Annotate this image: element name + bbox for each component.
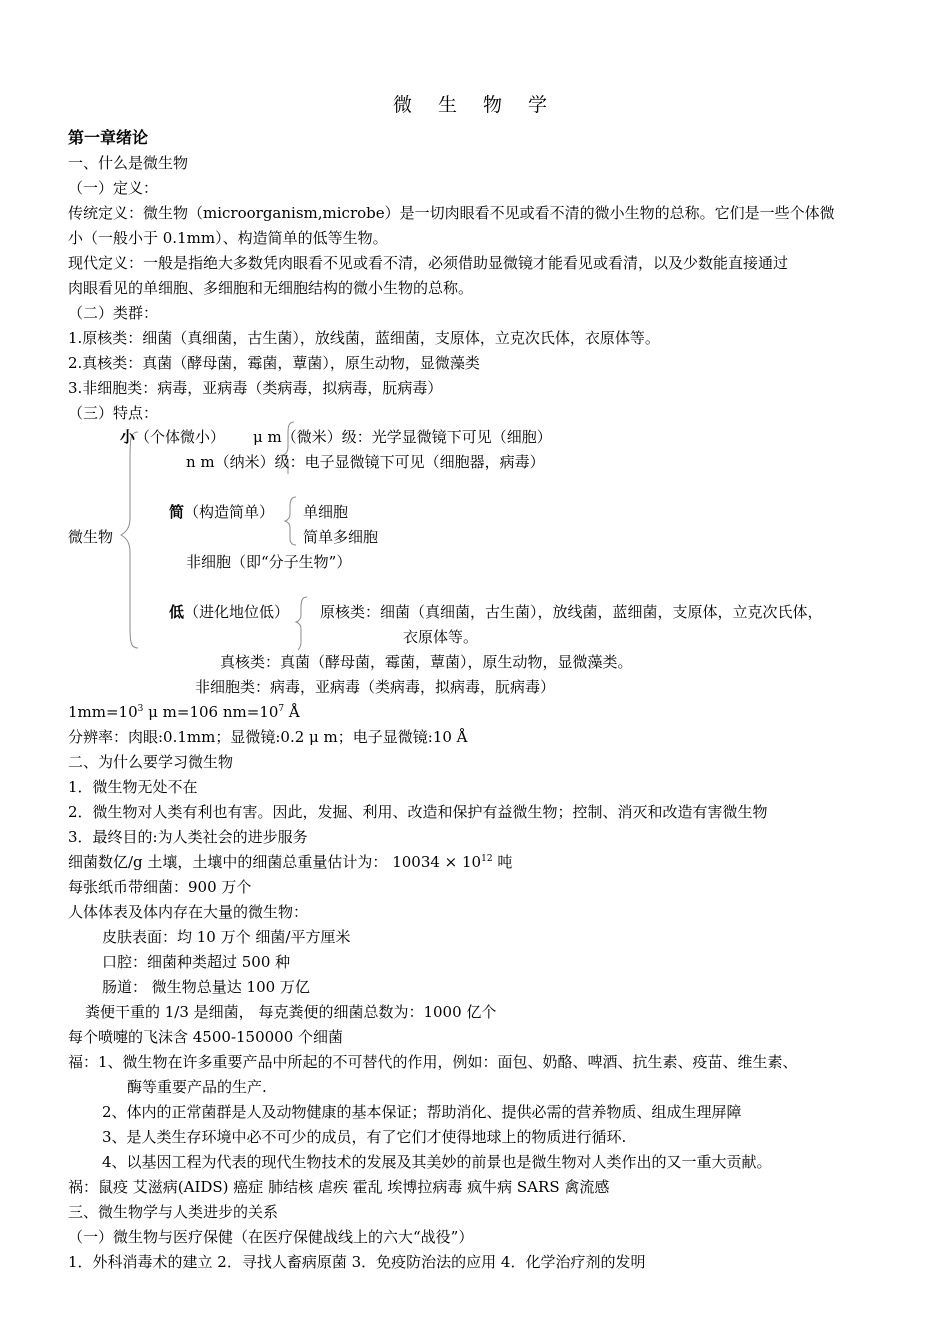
- resolution-line: 分辨率：肉眼:0.1mm；显微镜:0.2 μ m；电子显微镜:10 Å: [68, 728, 468, 746]
- list-item: 3.非细胞类：病毒，亚病毒（类病毒，拟病毒，朊病毒）: [68, 379, 443, 397]
- soil-unit: 吨: [492, 853, 513, 871]
- feature-simple: [169, 502, 274, 522]
- section-heading: 三、微生物学与人类进步的关系: [68, 1203, 279, 1221]
- feature-simple-item: 简单多细胞: [303, 528, 379, 546]
- benefit-item: 2、体内的正常菌群是人及动物健康的基本保证；帮助消化、提供必需的营养物质、组成生理屏障: [102, 1103, 742, 1121]
- feature-simple-item: 非细胞（即“分子生物”）: [186, 553, 352, 571]
- feature-low-item: 真核类：真菌（酵母菌，霉菌，蕈菌），原生动物，显微藻类。: [220, 653, 633, 671]
- soil-exponent: 12: [481, 854, 493, 864]
- list-item: 1．外科消毒术的建立 2．寻找人畜病原菌 3．免疫防治法的应用 4．化学治疗剂的发明: [68, 1253, 646, 1271]
- benefit-item: 酶等重要产品的生产.: [127, 1078, 267, 1096]
- feature-low-desc: （进化地位低）: [184, 603, 290, 621]
- list-item: 1．微生物无处不在: [68, 778, 198, 796]
- paragraph-line: 粪便干重的 1/3 是细菌， 每克粪便的细菌总数为：1000 亿个: [85, 1003, 497, 1021]
- benefit-item: 3、是人类生存环境中必不可少的成员，有了它们才使得地球上的物质进行循环.: [102, 1128, 627, 1146]
- feature-small-um: μ m（微米）级：光学显微镜下可见（细胞）: [253, 428, 552, 446]
- feature-low-item: 衣原体等。: [403, 628, 479, 646]
- feature-simple-key: 简: [169, 503, 185, 521]
- list-item: 2．微生物对人类有利也有害。因此，发掘、利用、改造和保护有益微生物；控制、消灭和改造有害微生物: [68, 803, 768, 821]
- chapter-heading: 第一章绪论: [68, 128, 149, 147]
- unit-exponent: 7: [278, 704, 285, 714]
- subsection-heading: （一）定义：: [68, 179, 159, 197]
- paragraph-line: 人体体表及体内存在大量的微生物：: [68, 903, 309, 921]
- benefit-item: 福：1、微生物在许多重要产品中所起的不可替代的作用，例如：面包、奶酪、啤酒、抗生素、疫苗、维生素、: [68, 1053, 798, 1071]
- soil-bacteria-line: [68, 852, 512, 872]
- feature-small-key: 小: [120, 428, 136, 446]
- unit-um: μ m=106 nm=10: [143, 703, 279, 721]
- paragraph-line: 小（一般小于 0.1mm）、构造简单的低等生物。: [68, 229, 388, 247]
- feature-simple-item: 单细胞: [303, 503, 349, 521]
- subsection-heading: （一）微生物与医疗保健（在医疗保健战线上的六大“战役”）: [68, 1228, 474, 1246]
- list-item: 2.真核类：真菌（酵母菌，霉菌，蕈菌），原生动物，显微藻类: [68, 354, 480, 372]
- unit-conversion: [68, 702, 300, 722]
- low-brace: [296, 597, 307, 650]
- paragraph-line: 现代定义：一般是指绝大多数凭肉眼看不见或看不清，必须借助显微镜才能看见或看清，以及少数能直接通过: [68, 254, 789, 272]
- section-heading: 二、为什么要学习微生物: [68, 753, 234, 771]
- benefit-item: 4、以基因工程为代表的现代生物技术的发展及其美妙的前景也是微生物对人类作出的又一重大贡献。: [102, 1153, 772, 1171]
- list-item: 3．最终目的:为人类社会的进步服务: [68, 828, 308, 846]
- unit-exponent: 3: [137, 704, 144, 714]
- feature-small-desc: （个体微小）: [135, 428, 226, 446]
- simple-brace: [285, 497, 296, 545]
- feature-small: [120, 427, 225, 447]
- paragraph-line: 肠道： 微生物总量达 100 万亿: [102, 978, 310, 996]
- section-heading: 一、什么是微生物: [68, 154, 189, 172]
- feature-simple-desc: （构造简单）: [184, 503, 275, 521]
- feature-low-item: 非细胞类：病毒，亚病毒（类病毒，拟病毒，朊病毒）: [195, 678, 556, 696]
- diagram-root-label: 微生物: [68, 528, 114, 546]
- subsection-heading: （二）类群：: [68, 304, 159, 322]
- feature-low-item: 原核类：细菌（真细菌，古生菌），放线菌，蓝细菌，支原体，立克次氏体，: [320, 603, 823, 621]
- subsection-heading: （三）特点：: [68, 404, 159, 422]
- feature-low-key: 低: [169, 603, 185, 621]
- paragraph-line: 肉眼看见的单细胞、多细胞和无细胞结构的微小生物的总称。: [68, 279, 474, 297]
- paragraph-line: 口腔：细菌种类超过 500 种: [102, 953, 291, 971]
- feature-small-nm: n m（纳米）级：电子显微镜下可见（细胞器，病毒）: [186, 453, 545, 471]
- feature-low: [169, 602, 289, 622]
- soil-text: 细菌数亿/g 土壤，土壤中的细菌总重量估计为： 10034 × 10: [68, 853, 482, 871]
- paragraph-line: 每张纸币带细菌：900 万个: [68, 878, 252, 896]
- root-brace: [121, 432, 138, 648]
- paragraph-line: 每个喷嚏的飞沫含 4500-150000 个细菌: [68, 1028, 344, 1046]
- harm-line: 祸：鼠疫 艾滋病(AIDS) 癌症 肺结核 虐疾 霍乱 埃博拉病毒 疯牛病 SARS 禽流感: [68, 1178, 610, 1196]
- unit-mm: 1mm=10: [68, 703, 138, 721]
- list-item: 1.原核类：细菌（真细菌，古生菌），放线菌，蓝细菌，支原体，立克次氏体，衣原体等。: [68, 329, 660, 347]
- unit-angstrom: Å: [284, 703, 300, 721]
- paragraph-line: 传统定义：微生物（microorganism,microbe）是一切肉眼看不见或看不清的微小生物的总称。它们是一些个体微: [68, 204, 835, 222]
- document-title: 微 生 物 学: [392, 94, 558, 116]
- paragraph-line: 皮肤表面：均 10 万个 细菌/平方厘米: [102, 928, 351, 946]
